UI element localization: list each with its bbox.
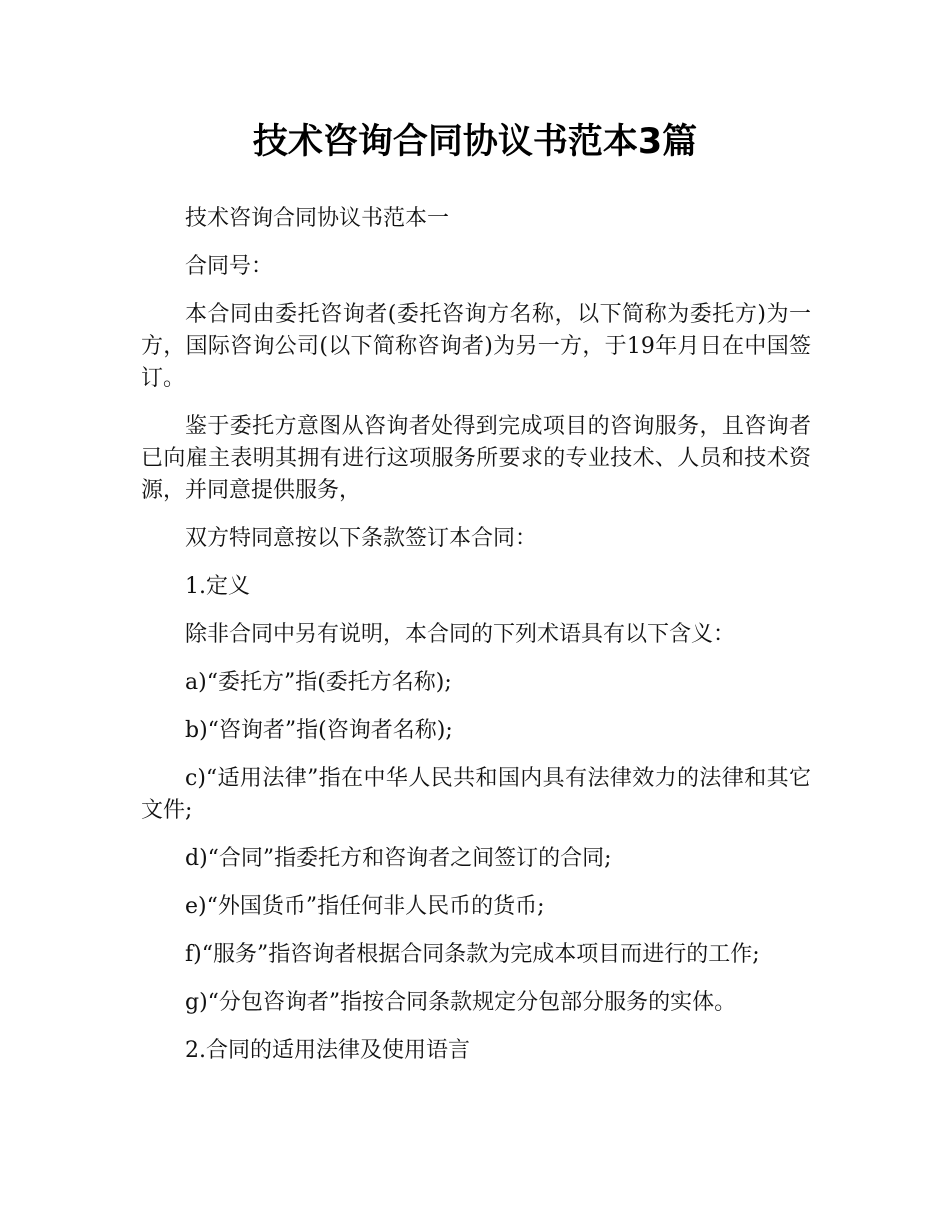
paragraph: 技术咨询合同协议书范本一: [185, 206, 450, 231]
paragraph: g)“分包咨询者”指按合同条款规定分包部分服务的实体。: [185, 990, 737, 1015]
paragraph: f)“服务”指咨询者根据合同条款为完成本项目而进行的工作;: [185, 942, 760, 967]
paragraph: b)“咨询者”指(咨询者名称);: [185, 718, 453, 743]
document-body: [141, 203, 811, 1083]
paragraph: 双方特同意按以下条款签订本合同：: [185, 526, 538, 551]
paragraph: 本合同由委托咨询者(委托咨询方名称，以下简称为委托方)为一方，国际咨询公司(以下简称咨询者)为另一方，于19年月日在中国签订。: [141, 302, 811, 391]
document-title: 技术咨询合同协议书范本3篇: [252, 122, 698, 162]
paragraph: 鉴于委托方意图从咨询者处得到完成项目的咨询服务，且咨询者已向雇主表明其拥有进行这项服务所要求的专业技术、人员和技术资源，并同意提供服务，: [141, 414, 811, 503]
paragraph: 2.合同的适用法律及使用语言: [185, 1038, 470, 1063]
paragraph: a)“委托方”指(委托方名称);: [185, 670, 452, 695]
paragraph: c)“适用法律”指在中华人民共和国内具有法律效力的法律和其它文件;: [141, 766, 811, 823]
paragraph: 除非合同中另有说明，本合同的下列术语具有以下含义：: [185, 622, 736, 647]
paragraph: e)“外国货币”指任何非人民币的货币;: [185, 894, 545, 919]
paragraph: 合同号：: [185, 254, 274, 279]
paragraph: 1.定义: [185, 574, 250, 599]
paragraph: d)“合同”指委托方和咨询者之间签订的合同;: [185, 846, 612, 871]
